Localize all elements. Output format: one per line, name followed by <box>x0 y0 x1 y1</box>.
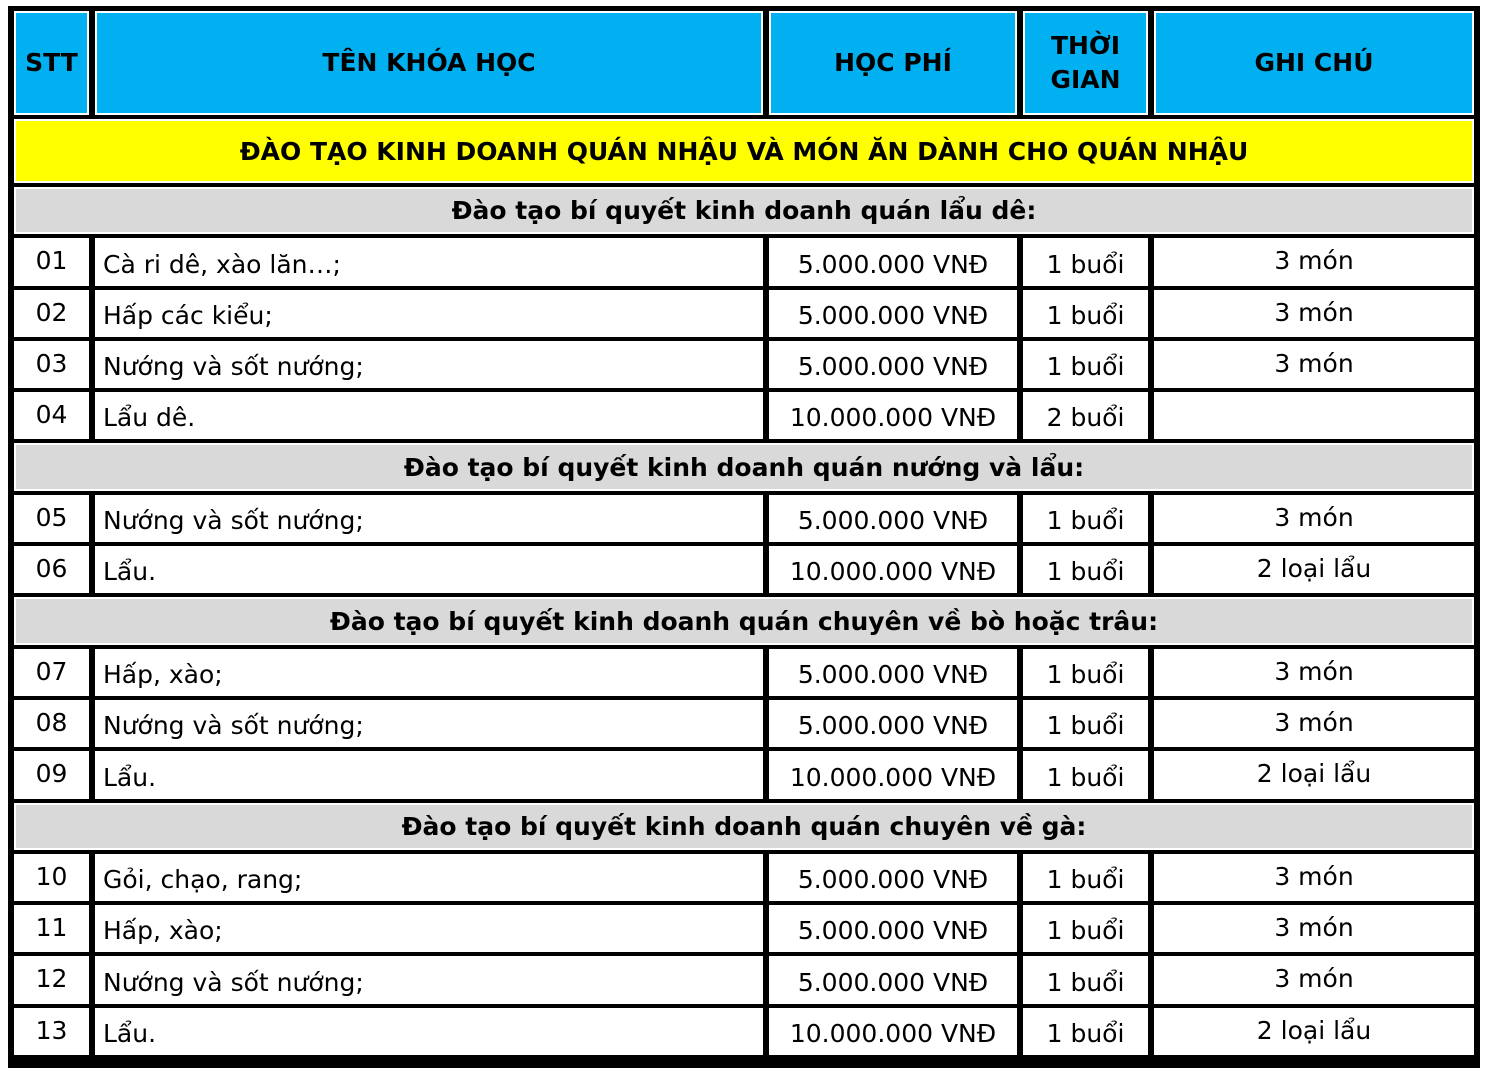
cell-fee: 5.000.000 VNĐ <box>769 905 1017 952</box>
cell-note: 3 món <box>1154 495 1474 542</box>
cell-time: 1 buổi <box>1023 546 1148 593</box>
cell-course-name: Nướng và sốt nướng; <box>95 495 763 542</box>
cell-note: 3 món <box>1154 341 1474 388</box>
cell-note: 3 món <box>1154 905 1474 952</box>
cell-note: 3 món <box>1154 649 1474 696</box>
cell-course-name: Nướng và sốt nướng; <box>95 341 763 388</box>
cell-course-name: Lẩu. <box>95 751 763 798</box>
cell-fee: 5.000.000 VNĐ <box>769 341 1017 388</box>
cell-time: 1 buổi <box>1023 751 1148 798</box>
cell-note: 3 món <box>1154 854 1474 901</box>
table-row <box>12 544 1476 595</box>
table-header-row <box>12 9 1476 117</box>
cell-note: 3 món <box>1154 700 1474 747</box>
cell-stt: 08 <box>14 700 89 747</box>
cell-time: 1 buổi <box>1023 238 1148 285</box>
cell-stt: 07 <box>14 649 89 696</box>
cell-fee: 5.000.000 VNĐ <box>769 290 1017 337</box>
banner-title: ĐÀO TẠO KINH DOANH QUÁN NHẬU VÀ MÓN ĂN DÀNH CHO QUÁN NHẬU <box>14 119 1474 183</box>
cell-note: 2 loại lẩu <box>1154 1008 1474 1055</box>
cell-note: 2 loại lẩu <box>1154 546 1474 593</box>
table-row <box>12 647 1476 698</box>
cell-stt: 06 <box>14 546 89 593</box>
cell-stt: 01 <box>14 238 89 285</box>
cell-time: 1 buổi <box>1023 1008 1148 1055</box>
cell-course-name: Hấp các kiểu; <box>95 290 763 337</box>
cell-stt: 12 <box>14 956 89 1003</box>
cell-course-name: Nướng và sốt nướng; <box>95 956 763 1003</box>
cell-fee: 5.000.000 VNĐ <box>769 854 1017 901</box>
cell-time: 1 buổi <box>1023 341 1148 388</box>
cell-note: 2 loại lẩu <box>1154 751 1474 798</box>
cell-time: 1 buổi <box>1023 290 1148 337</box>
cell-course-name: Lẩu. <box>95 1008 763 1055</box>
header-time-line1: THỜI <box>1050 31 1121 60</box>
cell-course-name: Lẩu dê. <box>95 392 763 439</box>
section-row <box>12 595 1476 646</box>
header-fee: HỌC PHÍ <box>769 11 1017 115</box>
cell-stt: 10 <box>14 854 89 901</box>
section-row <box>12 441 1476 492</box>
header-time <box>1023 11 1148 115</box>
cell-stt: 04 <box>14 392 89 439</box>
section-title: Đào tạo bí quyết kinh doanh quán lẩu dê: <box>14 187 1474 234</box>
cell-note: 3 món <box>1154 290 1474 337</box>
cell-fee: 5.000.000 VNĐ <box>769 700 1017 747</box>
table-row <box>12 493 1476 544</box>
section-row <box>12 801 1476 852</box>
cell-stt: 11 <box>14 905 89 952</box>
cell-time: 1 buổi <box>1023 495 1148 542</box>
cell-stt: 09 <box>14 751 89 798</box>
cell-course-name: Hấp, xào; <box>95 905 763 952</box>
table-row <box>12 390 1476 441</box>
cell-note <box>1154 392 1474 439</box>
cell-note: 3 món <box>1154 956 1474 1003</box>
table-row <box>12 852 1476 903</box>
cell-time: 1 buổi <box>1023 854 1148 901</box>
table-row <box>12 1006 1476 1057</box>
banner-row <box>12 117 1476 185</box>
table-row <box>12 954 1476 1005</box>
header-course-name: TÊN KHÓA HỌC <box>95 11 763 115</box>
cell-course-name: Cà ri dê, xào lăn…; <box>95 238 763 285</box>
cell-time: 1 buổi <box>1023 649 1148 696</box>
cell-stt: 03 <box>14 341 89 388</box>
course-fee-table <box>8 6 1480 1068</box>
cell-course-name: Gỏi, chạo, rang; <box>95 854 763 901</box>
cell-fee: 10.000.000 VNĐ <box>769 751 1017 798</box>
section-title: Đào tạo bí quyết kinh doanh quán nướng và lẩu: <box>14 443 1474 490</box>
cell-note: 3 món <box>1154 238 1474 285</box>
table-row <box>12 903 1476 954</box>
cell-fee: 5.000.000 VNĐ <box>769 238 1017 285</box>
cell-fee: 5.000.000 VNĐ <box>769 495 1017 542</box>
table-row <box>12 749 1476 800</box>
cell-course-name: Lẩu. <box>95 546 763 593</box>
cell-course-name: Nướng và sốt nướng; <box>95 700 763 747</box>
table-row <box>12 698 1476 749</box>
cell-stt: 05 <box>14 495 89 542</box>
cell-course-name: Hấp, xào; <box>95 649 763 696</box>
cell-time: 1 buổi <box>1023 700 1148 747</box>
cell-fee: 10.000.000 VNĐ <box>769 392 1017 439</box>
section-title: Đào tạo bí quyết kinh doanh quán chuyên về gà: <box>14 803 1474 850</box>
table-row <box>12 288 1476 339</box>
cell-fee: 10.000.000 VNĐ <box>769 1008 1017 1055</box>
cell-time: 1 buổi <box>1023 905 1148 952</box>
cell-time: 2 buổi <box>1023 392 1148 439</box>
table-row <box>12 339 1476 390</box>
cell-stt: 13 <box>14 1008 89 1055</box>
section-title: Đào tạo bí quyết kinh doanh quán chuyên về bò hoặc trâu: <box>14 597 1474 644</box>
cell-fee: 5.000.000 VNĐ <box>769 956 1017 1003</box>
cell-fee: 10.000.000 VNĐ <box>769 546 1017 593</box>
header-time-line2: GIAN <box>1050 65 1121 94</box>
cell-stt: 02 <box>14 290 89 337</box>
table-row <box>12 236 1476 287</box>
cell-fee: 5.000.000 VNĐ <box>769 649 1017 696</box>
section-row <box>12 185 1476 236</box>
cell-time: 1 buổi <box>1023 956 1148 1003</box>
header-note: GHI CHÚ <box>1154 11 1474 115</box>
header-stt: STT <box>14 11 89 115</box>
